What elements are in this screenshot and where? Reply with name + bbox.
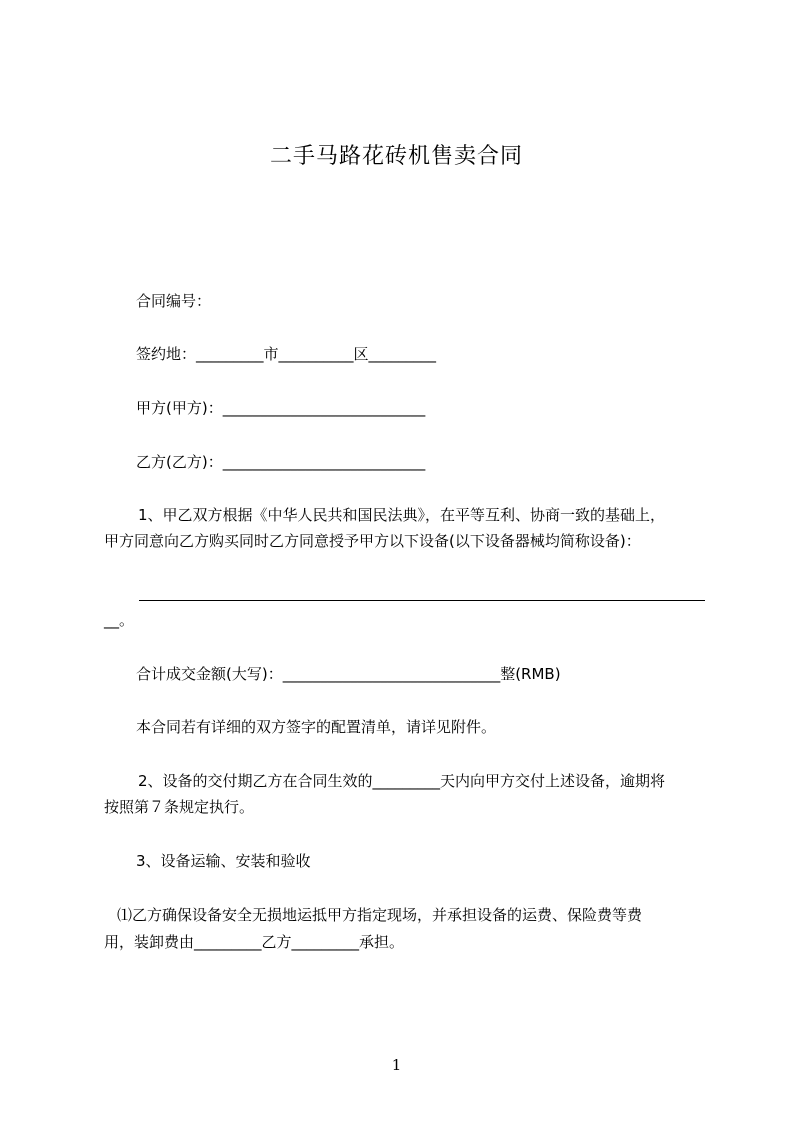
equipment-blank-line (139, 600, 705, 601)
clause-3-1-line-1: ⑴乙方确保设备安全无损地运抵甲方指定现场，并承担设备的运费、保险费等费 (117, 906, 643, 924)
clause-1-line-2: 甲方同意向乙方购买同时乙方同意授予甲方以下设备(以下设备器械均简称设备)： (104, 532, 641, 550)
clause-3-heading: 3、设备运输、安装和验收 (136, 852, 311, 870)
clause-2-line-2: 按照第７条规定执行。 (104, 798, 255, 816)
total-amount-line: 合计成交金额(大写)：_____________________________整(RMB) (136, 665, 561, 683)
clause-1-line-1: 1、甲乙双方根据《中华人民共和国民法典》，在平等互利、协商一致的基础上， (138, 506, 666, 524)
contract-number-label: 合同编号： (136, 292, 212, 310)
party-a-line: 甲方(甲方)：___________________________ (136, 399, 426, 417)
sign-place-line: 签约地：_________市__________区_________ (136, 345, 437, 363)
attachment-note: 本合同若有详细的双方签字的配置清单，请详见附件。 (136, 718, 497, 736)
party-b-line: 乙方(乙方)：___________________________ (136, 453, 426, 471)
equipment-blank-end: __。 (104, 611, 135, 629)
clause-3-1-line-2: 用，装卸费由_________乙方_________承担。 (104, 933, 405, 951)
page-number: 1 (391, 1056, 402, 1074)
clause-2-line-1: 2、设备的交付期乙方在合同生效的_________天内向甲方交付上述设备，逾期将 (138, 772, 666, 790)
document-title: 二手马路花砖机售卖合同 (269, 144, 523, 169)
